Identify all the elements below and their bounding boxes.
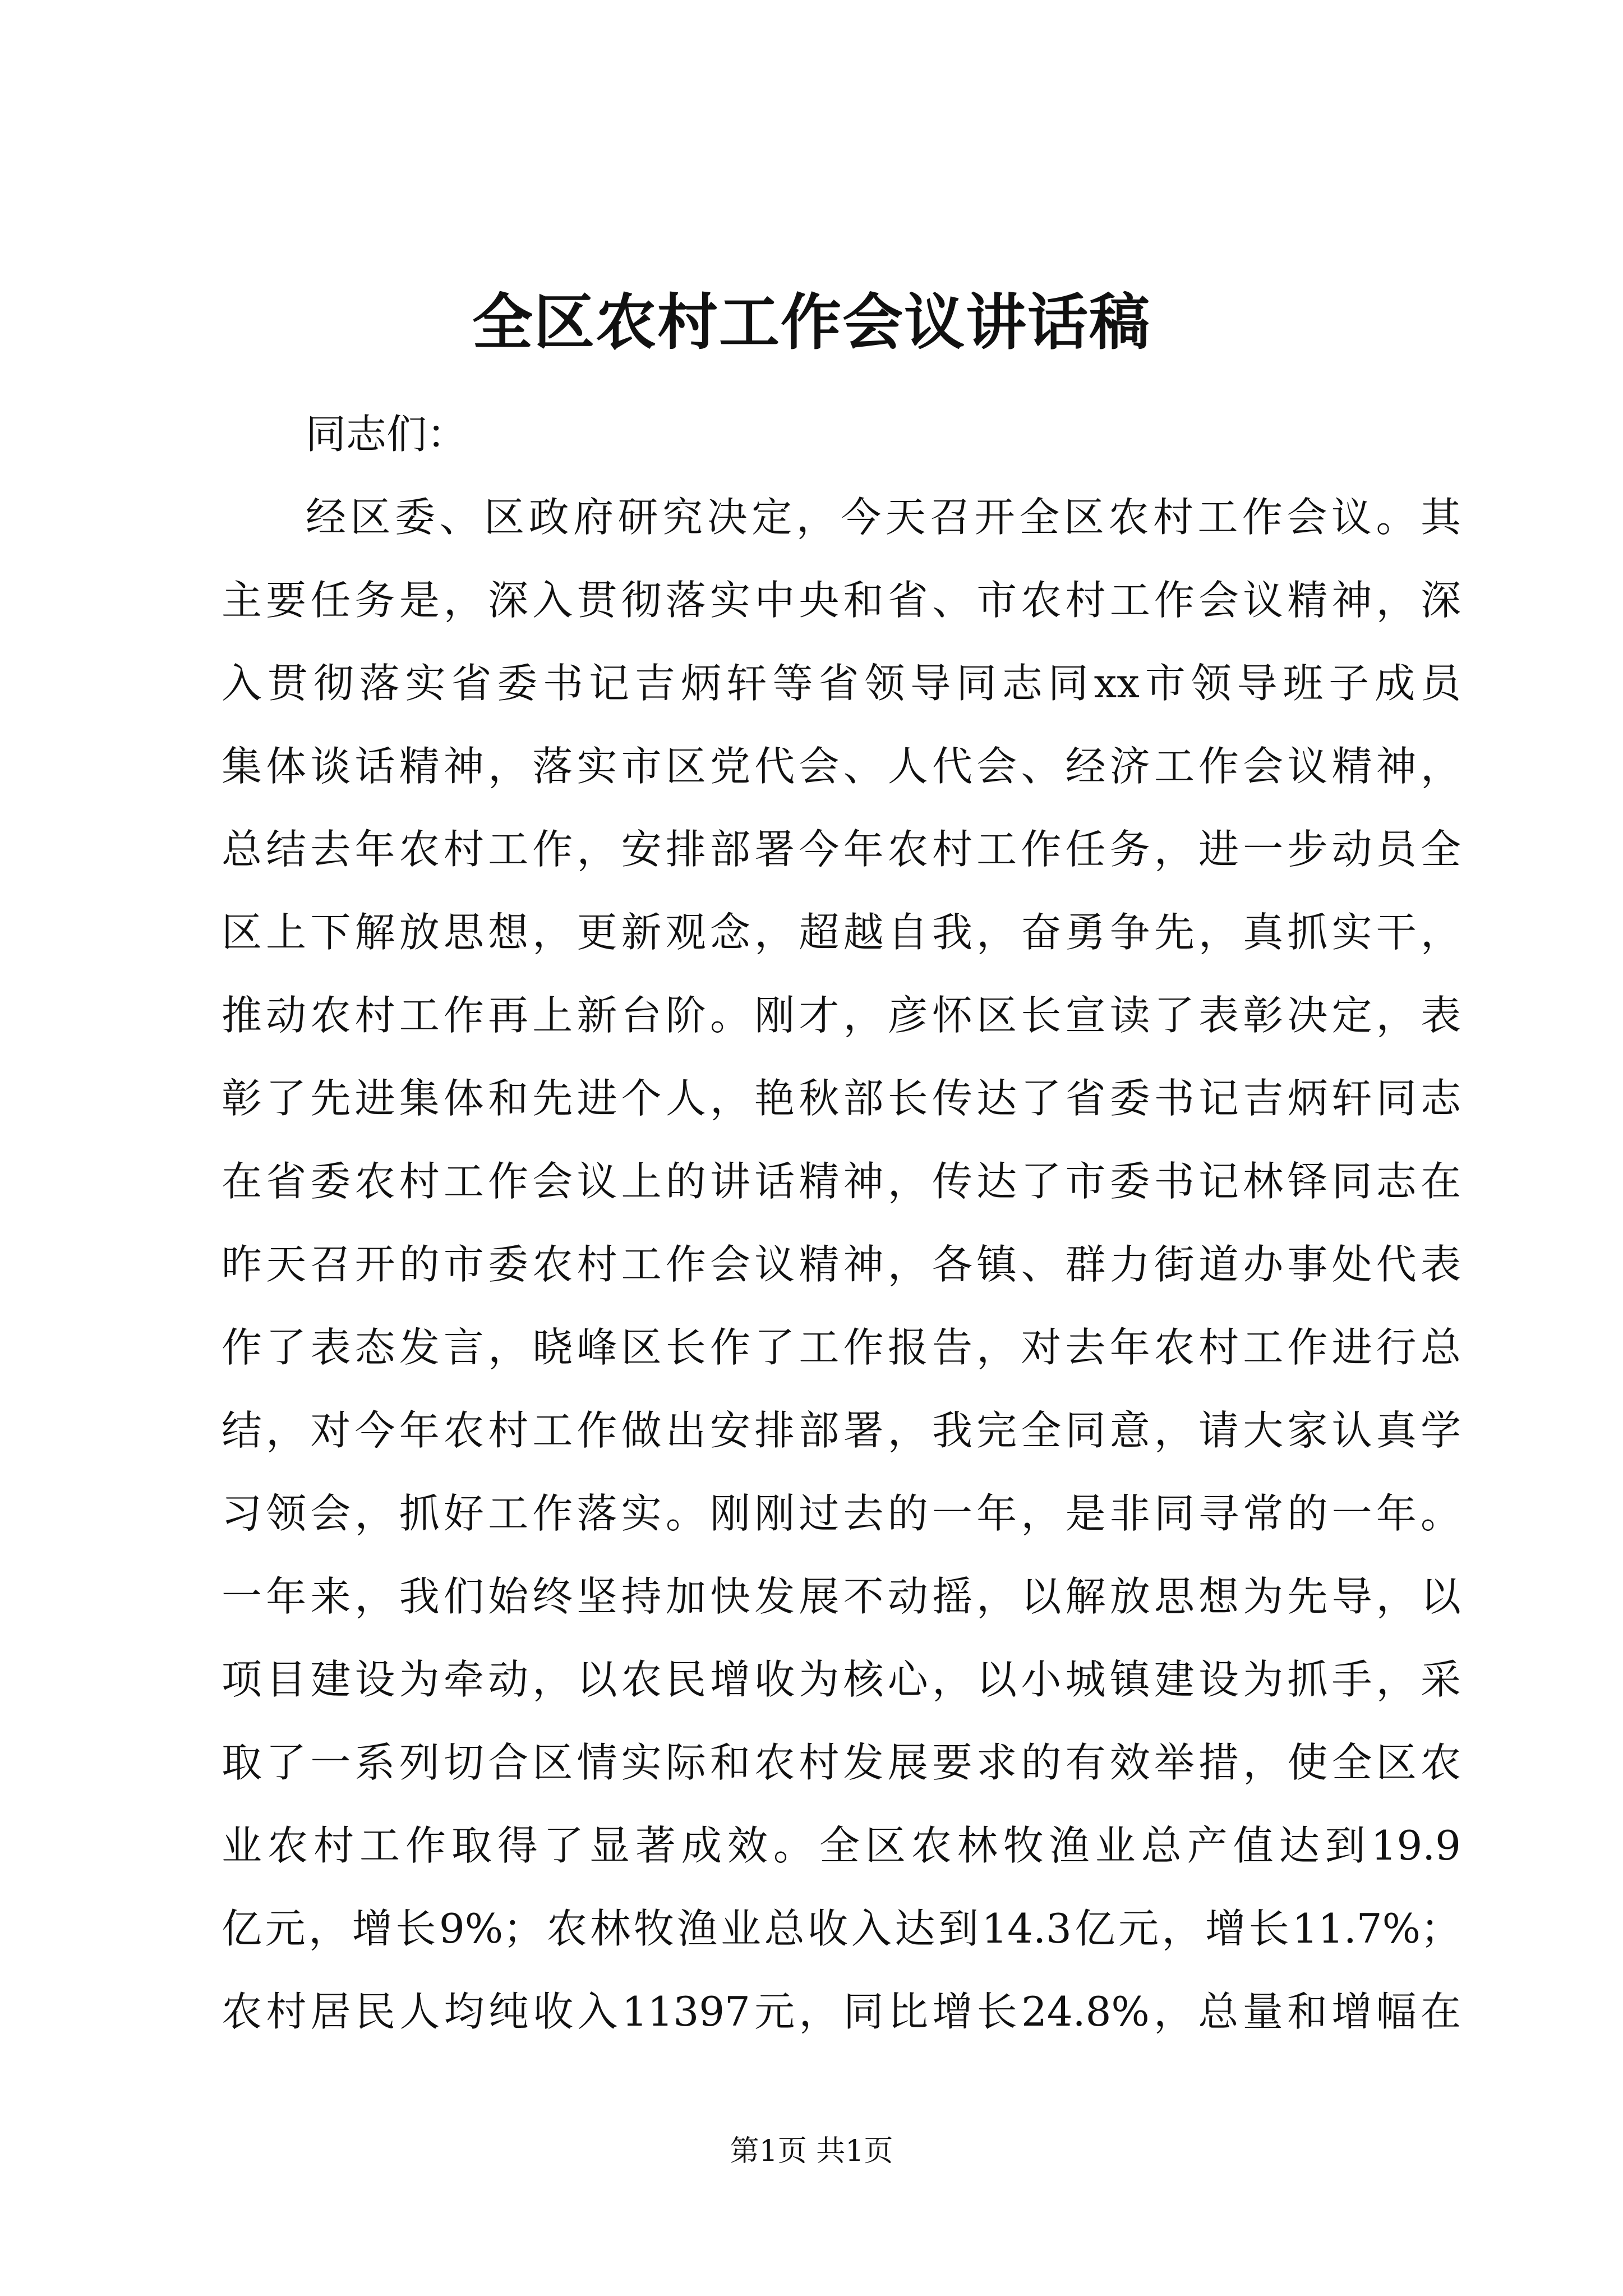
paragraph-line: 推动农村工作再上新台阶。刚才，彦怀区长宣读了表彰决定，表: [222, 992, 1461, 1039]
paragraph-line: 入贯彻落实省委书记吉炳轩等省领导同志同xx市领导班子成员: [222, 660, 1461, 707]
paragraph-line: 习领会，抓好工作落实。刚刚过去的一年，是非同寻常的一年。: [222, 1490, 1461, 1537]
paragraph-line: 主要任务是，深入贯彻落实中央和省、市农村工作会议精神，深: [222, 577, 1461, 624]
paragraph-line: 昨天召开的市委农村工作会议精神，各镇、群力街道办事处代表: [222, 1241, 1461, 1288]
paragraph-line: 总结去年农村工作，安排部署今年农村工作任务，进一步动员全: [222, 826, 1461, 873]
document-body: [222, 393, 1461, 2053]
paragraph-line: 项目建设为牵动，以农民增收为核心，以小城镇建设为抓手，采: [222, 1656, 1461, 1703]
page-footer: 第1页 共1页: [730, 2134, 893, 2168]
paragraph-line: 亿元，增长9%；农林牧渔业总收入达到14.3亿元，增长11.7%；: [222, 1905, 1461, 1952]
paragraph-line: 在省委农村工作会议上的讲话精神，传达了市委书记林铎同志在: [222, 1158, 1461, 1205]
paragraph-line: 结，对今年农村工作做出安排部署，我完全同意，请大家认真学: [222, 1407, 1461, 1454]
paragraph-line: 取了一系列切合区情实际和农村发展要求的有效举措，使全区农: [222, 1739, 1461, 1786]
paragraph-line: 区上下解放思想，更新观念，超越自我，奋勇争先，真抓实干，: [222, 909, 1461, 956]
document-title: 全区农村工作会议讲话稿: [472, 287, 1151, 358]
paragraph-line: 一年来，我们始终坚持加快发展不动摇，以解放思想为先导，以: [222, 1573, 1461, 1620]
paragraph-line: 集体谈话精神，落实市区党代会、人代会、经济工作会议精神，: [222, 743, 1461, 790]
greeting-line: 同志们：: [306, 411, 468, 458]
paragraph-line: 经区委、区政府研究决定，今天召开全区农村工作会议。其: [306, 494, 1461, 541]
paragraph-line: 彰了先进集体和先进个人，艳秋部长传达了省委书记吉炳轩同志: [222, 1075, 1461, 1122]
paragraph-line: 农村居民人均纯收入11397元，同比增长24.8%，总量和增幅在: [222, 1988, 1461, 2035]
paragraph-line: 作了表态发言，晓峰区长作了工作报告，对去年农村工作进行总: [222, 1324, 1461, 1371]
paragraph-line: 业农村工作取得了显著成效。全区农林牧渔业总产值达到19.9: [222, 1822, 1461, 1869]
